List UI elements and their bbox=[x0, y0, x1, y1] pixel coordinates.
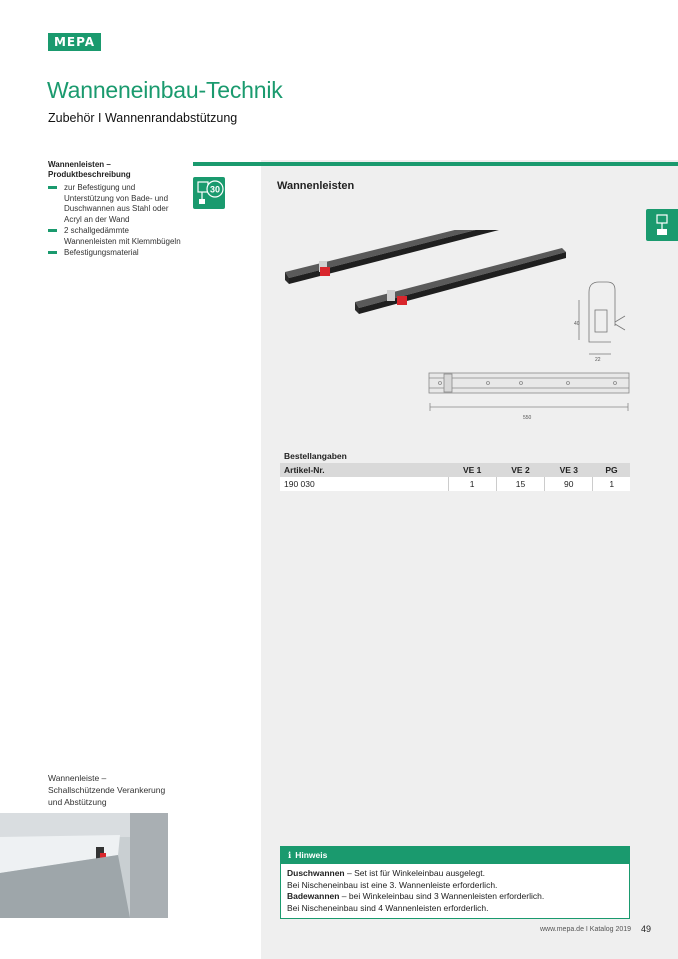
page-number: 49 bbox=[641, 924, 652, 934]
bullet-dash-icon bbox=[48, 251, 57, 254]
info-icon: i bbox=[288, 851, 292, 861]
product-title: Wannenleisten bbox=[277, 180, 355, 192]
product-description-heading: Wannenleisten – Produktbeschreibung bbox=[48, 160, 131, 179]
list-item: zur Befestigung und Unterstützung von Bade- und Duschwannen aus Stahl oder Acryl an der Wand bbox=[48, 183, 183, 225]
note-header: i Hinweis bbox=[281, 847, 629, 864]
column-header: PG bbox=[593, 463, 630, 477]
sound-insulation-badge-icon bbox=[193, 177, 225, 209]
bullet-dash-icon bbox=[48, 229, 57, 232]
table-row bbox=[280, 477, 630, 491]
svg-text:30: 30 bbox=[209, 184, 221, 195]
svg-text:550: 550 bbox=[523, 415, 532, 421]
list-item: Befestigungsmaterial bbox=[48, 248, 183, 259]
photo-caption: Wannenleiste – Schallschützende Verankerung und Abstützung bbox=[48, 773, 166, 807]
page-title: Wanneneinbau-Technik bbox=[47, 77, 283, 103]
note-text: Duschwannen – Set ist für Winkeleinbau ausgelegt. Bei Nischeneinbau ist eine 3. Wannenleiste erforderlich. Badewannen – bei Winkeleinbau sind 3 Wannenleisten erforderlich. Bei Nischeneinbau sind 4 Wannenleisten erforderlich. bbox=[287, 868, 545, 913]
svg-text:22: 22 bbox=[595, 357, 601, 363]
profile-side-view-drawing bbox=[429, 373, 629, 421]
table-cell: 190 030 bbox=[280, 477, 448, 491]
bullet-dash-icon bbox=[48, 186, 57, 189]
note-box bbox=[280, 846, 630, 919]
table-header-row bbox=[280, 463, 630, 477]
product-description-list bbox=[48, 183, 183, 260]
column-header: Artikel-Nr. bbox=[280, 463, 448, 477]
section-divider bbox=[193, 162, 678, 166]
installation-photo bbox=[0, 813, 168, 918]
page-subtitle: Zubehör I Wannenrandabstützung bbox=[48, 111, 238, 125]
order-table bbox=[280, 463, 630, 491]
category-tab-icon[interactable] bbox=[646, 209, 678, 241]
column-header: VE 2 bbox=[496, 463, 544, 477]
svg-text:40: 40 bbox=[574, 321, 580, 327]
list-item: 2 schallgedämmte Wannenleisten mit Klemmbügeln bbox=[48, 226, 183, 247]
table-cell: 90 bbox=[545, 477, 593, 491]
mepa-logo: MEPA bbox=[48, 33, 101, 51]
table-cell: 15 bbox=[496, 477, 544, 491]
column-header: VE 1 bbox=[448, 463, 496, 477]
order-heading: Bestellangaben bbox=[284, 451, 347, 461]
column-header: VE 3 bbox=[545, 463, 593, 477]
product-illustration bbox=[277, 230, 637, 430]
footer-text: www.mepa.de I Katalog 2019 bbox=[540, 926, 632, 933]
table-cell: 1 bbox=[448, 477, 496, 491]
profile-cross-section-drawing bbox=[574, 282, 625, 363]
table-cell: 1 bbox=[593, 477, 630, 491]
